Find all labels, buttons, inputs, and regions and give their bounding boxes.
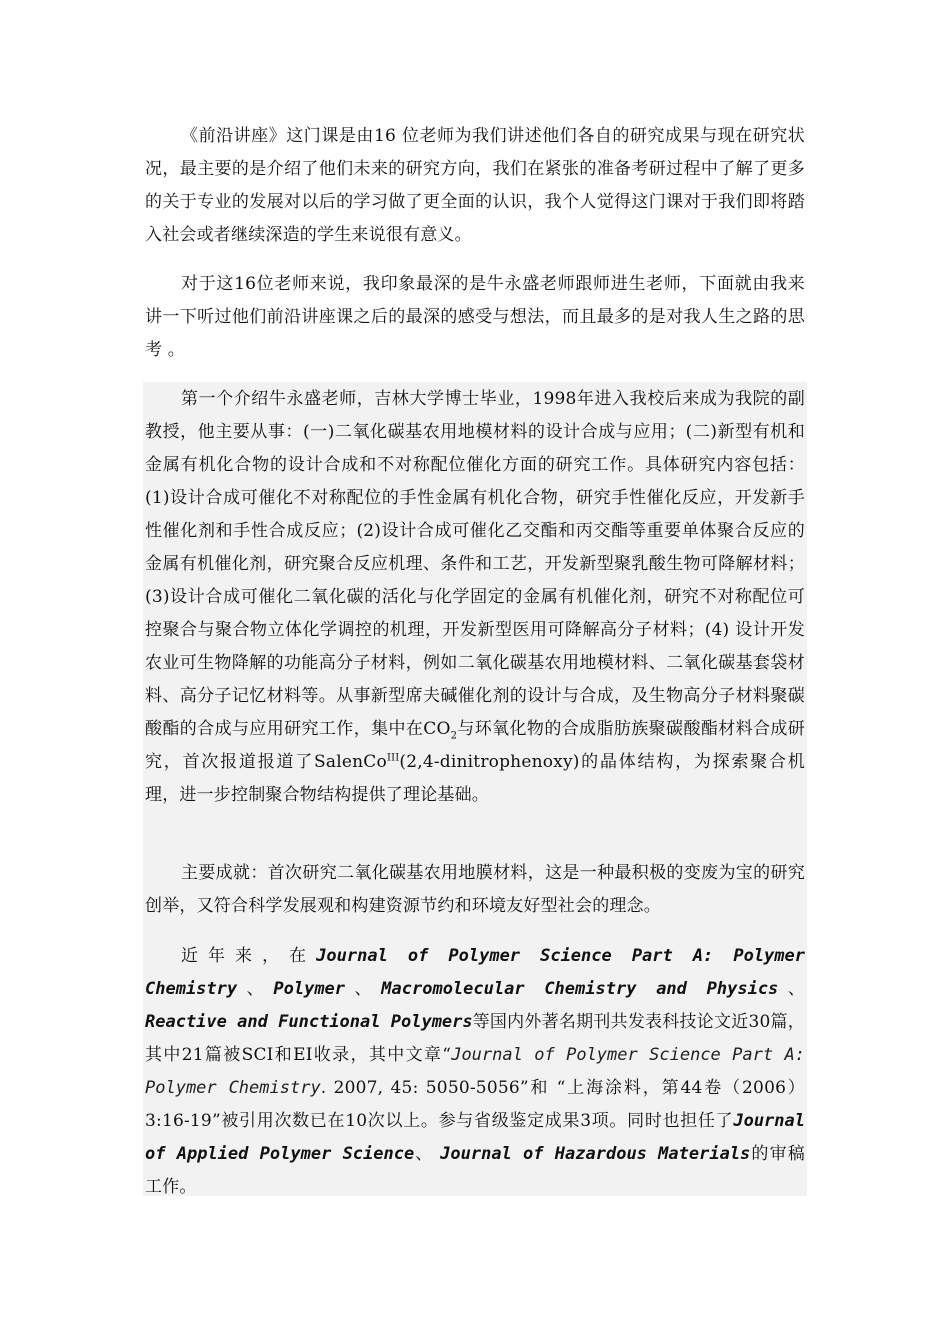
journal-name-4: Reactive and Functional Polymers bbox=[145, 1012, 473, 1032]
pub-text-6: . 2007, 45: 5050-5056”和 “上海涂料，第44卷（2006）3:16-19”被引用次数已在10次以上。参与省级鉴定成果3项。同时也担任了 bbox=[145, 1078, 805, 1131]
paragraph-impression: 对于这16位老师来说，我印象最深的是牛永盛老师跟师进生老师，下面就由我来讲一下听过他们前沿讲座课之后的最深的感受与想法，而且最多的是对我人生之路的思考 。 bbox=[145, 274, 805, 360]
journal-name-3: Macromolecular Chemistry and Physics bbox=[381, 979, 779, 999]
cobalt-superscript: III bbox=[386, 752, 400, 764]
research-text-b: 与环氧化物的合成脂肪族聚碳酸酯材料合成研究，首次报道报道了SalenCo bbox=[145, 719, 805, 772]
journal-name-6: Journal of Applied Polymer Science bbox=[145, 1111, 805, 1164]
research-text-c: (2,4-dinitrophenoxy)的晶体结构，为探索聚合机理，进一步控制聚合物结构提供了理论基础。 bbox=[145, 752, 806, 805]
pub-text-8: 的审稿工作。 bbox=[145, 1144, 806, 1197]
co2-subscript: 2 bbox=[450, 730, 458, 742]
journal-name-7: Journal of Hazardous Materials bbox=[440, 1144, 751, 1164]
research-text-a: 第一个介绍牛永盛老师，吉林大学博士毕业，1998年进入我校后来成为我院的副教授，他主要从事：(一)二氧化碳基农用地模材料的设计合成与应用；(二)新型有机和金属有机化合物的设计合成和不对称配位催化方面的研究工作。具体研究内容包括：(1)设计合成可催化不对称配位的手性金属有机化合物，研究手性催化反应，开发新手性催化剂和手性合成反应；(2)设计合成可催化乙交酯和丙交酯等重要单体聚合反应的金属有机催化剂，研究聚合反应机理、条件和工艺，开发新型聚乳酸生物可降解材料；(3)设计合成可催化二氧化碳的活化与化学固定的金属有机催化剂，研究不对称配位可控聚合与聚合物立体化学调控的机理，开发新型医用可降解高分子材料；(4) 设计开发农业可生物降解的功能高分子材料，例如二氧化碳基农用地模材料、二氧化碳基套袋材料、高分子记忆材料等。从事新型席夫碱催化剂的设计与合成，及生物高分子材料聚碳酸酯的合成与应用研究工作，集中在CO bbox=[145, 389, 805, 739]
pub-text-7: 、 bbox=[414, 1144, 441, 1164]
pub-text-4: 、 bbox=[778, 979, 806, 999]
journal-name-2: Polymer bbox=[273, 979, 346, 999]
paragraph-niu-research bbox=[145, 383, 805, 812]
pub-text-1: 近年来，在 bbox=[181, 946, 317, 966]
cited-journal-name: Journal of Polymer Science Part A: Polymer Chemistry bbox=[145, 1045, 805, 1098]
paragraph-achievements: 主要成就：首次研究二氧化碳基农用地膜材料，这是一种最积极的变废为宝的研究创举，又符合科学发展观和构建资源节约和环境友好型社会的理念。 bbox=[145, 863, 805, 916]
paragraph-publications bbox=[145, 940, 805, 1204]
pub-text-3: 、 bbox=[345, 979, 382, 999]
journal-name-1: Journal of Polymer Science Part A: Polymer Chemistry bbox=[145, 946, 805, 999]
paragraph-intro: 《前沿讲座》这门课是由16 位老师为我们讲述他们各自的研究成果与现在研究状况，最主要的是介绍了他们未来的研究方向，我们在紧张的准备考研过程中了解了更多的关于专业的发展对以后的学习做了更全面的认识，我个人觉得这门课对于我们即将踏入社会或者继续深造的学生来说很有意义。 bbox=[145, 126, 805, 245]
pub-text-5: 等国内外著名期刊共发表科技论文近30篇，其中21篇被SCI和EI收录，其中文章“ bbox=[145, 1012, 806, 1065]
pub-text-2: 、 bbox=[237, 979, 274, 999]
